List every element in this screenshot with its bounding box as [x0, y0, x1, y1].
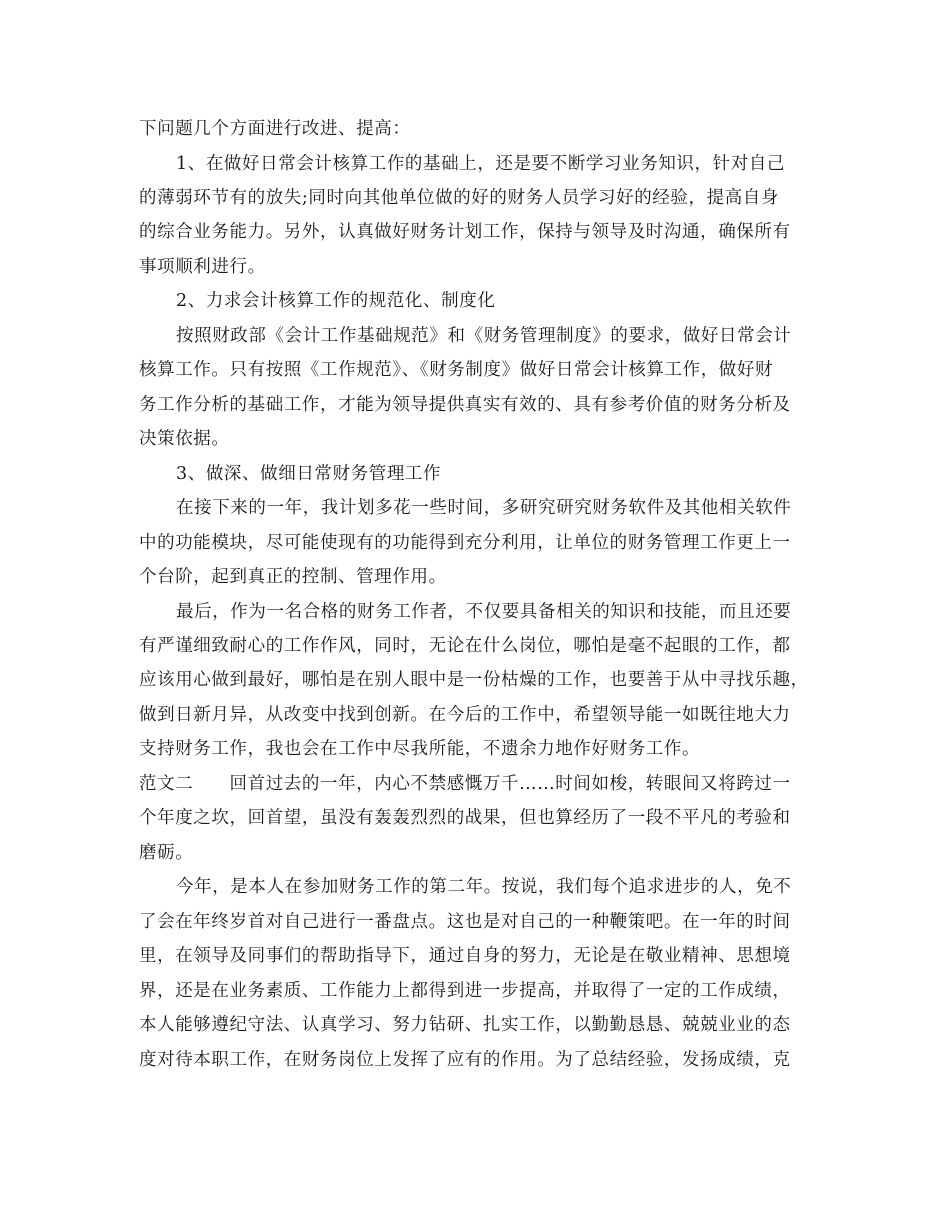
text-line: 下问题几个方面进行改进、提高：: [139, 119, 411, 139]
text-line: 磨砺。: [139, 843, 194, 863]
text-line: 个台阶，起到真正的控制、管理作用。: [139, 567, 447, 587]
text-line: 本人能够遵纪守法、认真学习、努力钻研、扎实工作，以勤勤恳恳、兢兢业业的态: [139, 1015, 791, 1035]
text-line: 界，还是在业务素质、工作能力上都得到进一步提高，并取得了一定的工作成绩，: [139, 981, 791, 1001]
text-line: 在接下来的一年，我计划多花一些时间，多研究研究财务软件及其他相关软件: [176, 498, 792, 518]
text-line: 度对待本职工作，在财务岗位上发挥了应有的作用。为了总结经验，发扬成绩，克: [139, 1050, 791, 1070]
text-line: 决策依据。: [139, 429, 230, 449]
text-line: 今年，是本人在参加财务工作的第二年。按说，我们每个追求进步的人，免不: [176, 877, 792, 897]
text-line: 中的功能模块，尽可能使现有的功能得到充分利用，让单位的财务管理工作更上一: [139, 533, 791, 553]
text-line: 支持财务工作，我也会在工作中尽我所能，不遗余力地作好财务工作。: [139, 739, 701, 759]
text-line: 有严谨细致耐心的工作作风，同时，无论在什么岗位，哪怕是毫不起眼的工作，都: [139, 636, 791, 656]
text-line: 做到日新月异，从改变中找到创新。在今后的工作中，希望领导能一如既往地大力: [139, 705, 791, 725]
text-line: 事项顺利进行。: [139, 257, 266, 277]
text-line: 里，在领导及同事们的帮助指导下，通过自身的努力，无论是在敬业精神、思想境: [139, 946, 791, 966]
text-line: 最后，作为一名合格的财务工作者，不仅要具备相关的知识和技能，而且还要: [176, 602, 792, 622]
text-line: 3、做深、做细日常财务管理工作: [176, 464, 442, 484]
text-line: 个年度之坎，回首望，虽没有轰轰烈烈的战果，但也算经历了一段不平凡的考验和: [139, 808, 791, 828]
text-line: 核算工作。只有按照《工作规范》、《财务制度》做好日常会计核算工作，做好财: [139, 360, 774, 380]
text-line: 的综合业务能力。另外，认真做好财务计划工作，保持与领导及时沟通，确保所有: [139, 222, 791, 242]
text-line: 了会在年终岁首对自己进行一番盘点。这也是对自己的一种鞭策吧。在一年的时间: [139, 912, 791, 932]
text-line: 范文二 回首过去的一年，内心不禁感慨万千……时间如梭，转眼间又将跨过一: [139, 774, 791, 794]
text-line: 的薄弱环节有的放失;同时向其他单位做的好的财务人员学习好的经验，提高自身: [139, 188, 779, 208]
text-line: 按照财政部《会计工作基础规范》和《财务管理制度》的要求，做好日常会计: [176, 326, 792, 346]
text-line: 务工作分析的基础工作，才能为领导提供真实有效的、具有参考价值的财务分析及: [139, 395, 791, 415]
text-line: 1、在做好日常会计核算工作的基础上，还是要不断学习业务知识，针对自己: [176, 154, 786, 174]
text-line: 应该用心做到最好，哪怕是在别人眼中是一份枯燥的工作，也要善于从中寻找乐趣，: [139, 670, 809, 690]
text-line: 2、力求会计核算工作的规范化、制度化: [176, 291, 496, 311]
